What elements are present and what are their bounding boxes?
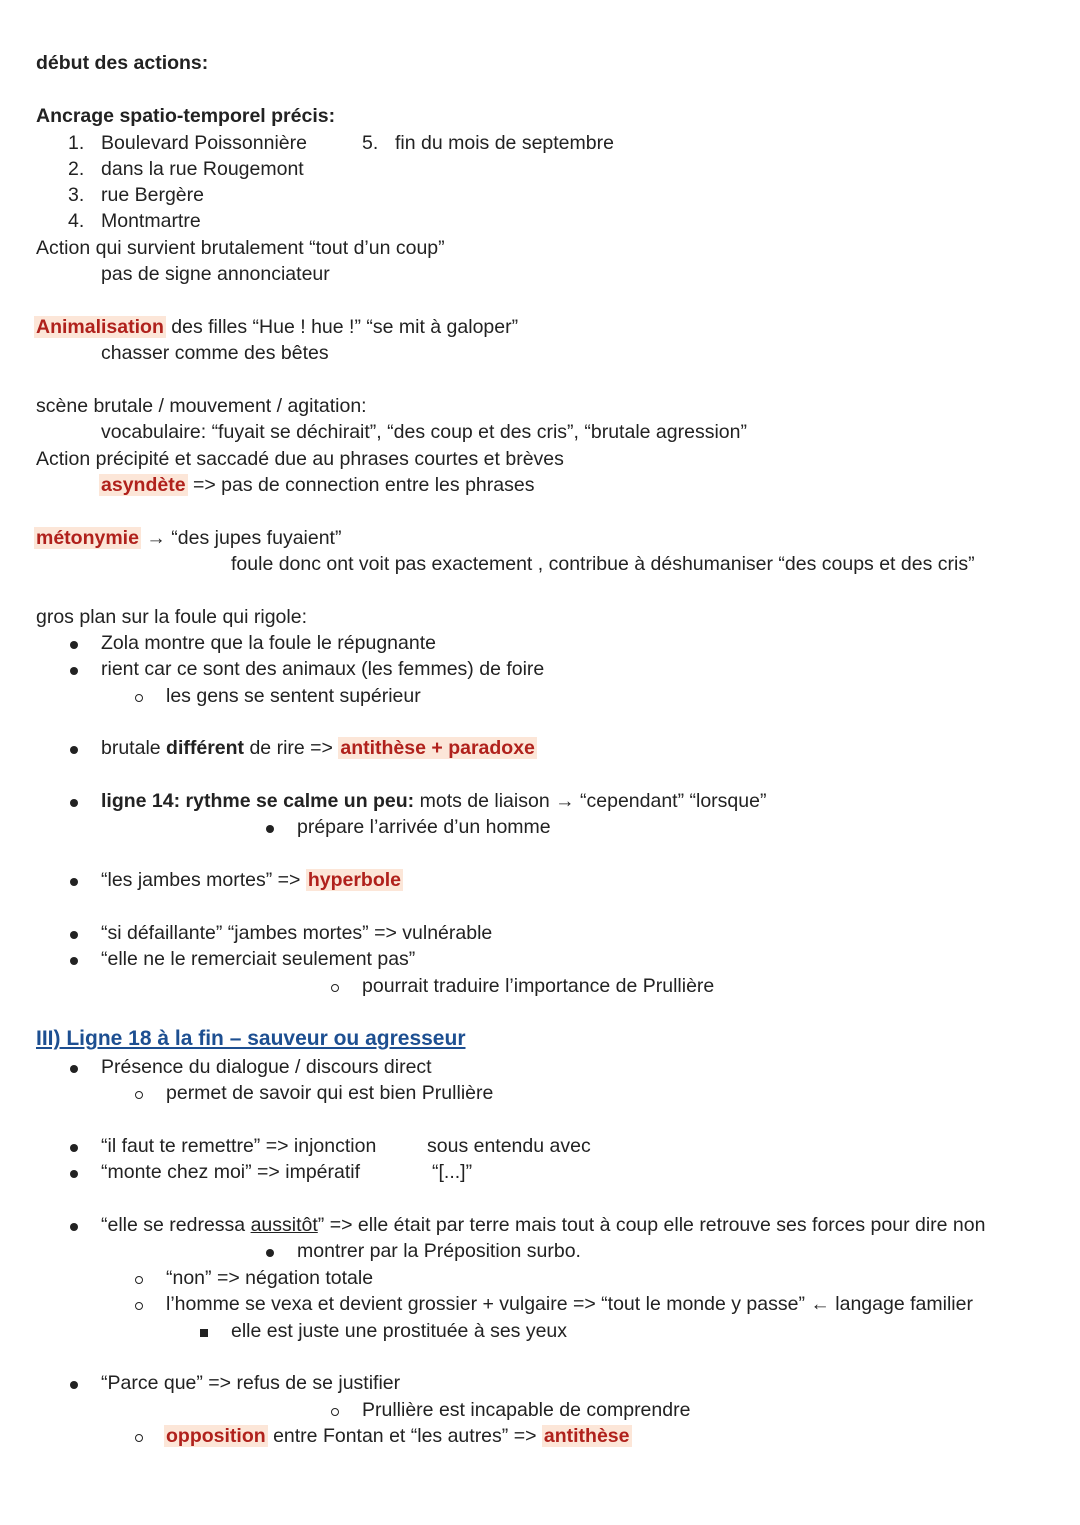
bullet bbox=[266, 814, 274, 840]
bullet bbox=[70, 1212, 78, 1238]
gros-plan-title: gros plan sur la foule qui rigole: bbox=[36, 606, 307, 628]
bullet-text: Présence du dialogue / discours direct bbox=[101, 1056, 432, 1078]
bullet bbox=[70, 920, 78, 946]
sub-bullet-text: pourrait traduire l’importance de Prullière bbox=[362, 975, 715, 997]
sub-bullet-text: Prullière est incapable de comprendre bbox=[362, 1399, 691, 1421]
sub-bullet bbox=[135, 683, 143, 709]
sub-bullet bbox=[135, 1265, 143, 1291]
bullet bbox=[70, 735, 78, 761]
side-note: sous entendu avec bbox=[427, 1135, 591, 1157]
bullet bbox=[70, 1133, 78, 1159]
bullet bbox=[70, 788, 78, 814]
highlight-term: asyndète bbox=[101, 474, 186, 496]
side-note: “[...]” bbox=[432, 1161, 473, 1183]
section-heading-3: III) Ligne 18 à la fin – sauveur ou agresseur bbox=[36, 1027, 466, 1050]
list-item: 2. bbox=[68, 158, 85, 180]
list-item-text: Montmartre bbox=[101, 210, 201, 232]
bullet-text: brutale différent de rire => antithèse + paradoxe bbox=[101, 737, 535, 759]
sub-bullet bbox=[135, 1080, 143, 1106]
square-bullet bbox=[200, 1318, 208, 1344]
sub-bullet bbox=[135, 1291, 143, 1317]
metonymie-line: métonymie → “des jupes fuyaient” bbox=[36, 527, 342, 549]
bullet-text: montrer par la Préposition surbo. bbox=[297, 1240, 581, 1262]
scene-vocab: vocabulaire: “fuyait se déchirait”, “des coup et des cris”, “brutale agression” bbox=[101, 421, 747, 443]
metonymie-sub: foule donc ont voit pas exactement , contribue à déshumaniser “des coups et des cris” bbox=[231, 553, 975, 575]
bullet-text: “elle ne le remerciait seulement pas” bbox=[101, 948, 416, 970]
bullet bbox=[70, 867, 78, 893]
sub-bullet-text: “non” => négation totale bbox=[166, 1267, 374, 1289]
list-item-text: fin du mois de septembre bbox=[395, 132, 614, 154]
list-item-text: dans la rue Rougemont bbox=[101, 158, 304, 180]
bullet bbox=[70, 656, 78, 682]
bullet bbox=[70, 1370, 78, 1396]
bullet-text: “si défaillante” “jambes mortes” => vulnérable bbox=[101, 922, 493, 944]
highlight-term: opposition bbox=[166, 1425, 266, 1447]
bullet bbox=[70, 1054, 78, 1080]
sub-bullet bbox=[331, 973, 339, 999]
highlight-term: Animalisation bbox=[36, 316, 164, 338]
bullet-text: prépare l’arrivée d’un homme bbox=[297, 816, 551, 838]
sub-bullet bbox=[331, 1397, 339, 1423]
ancrage-action: Action qui survient brutalement “tout d’un coup” bbox=[36, 237, 445, 259]
highlight-term: hyperbole bbox=[307, 869, 402, 891]
list-item: 3. bbox=[68, 184, 85, 206]
bullet-text: rient car ce sont des animaux (les femmes) de foire bbox=[101, 658, 545, 680]
section-heading-debut: début des actions: bbox=[36, 52, 209, 74]
bullet-text: “elle se redressa aussitôt” => elle était par terre mais tout à coup elle retrouve ses forces pour dire non bbox=[101, 1214, 986, 1236]
animalisation-line: Animalisation des filles “Hue ! hue !” “se mit à galoper” bbox=[36, 316, 519, 338]
highlight-term: métonymie bbox=[36, 527, 139, 549]
list-item: 5. bbox=[362, 132, 379, 154]
ancrage-title: Ancrage spatio-temporel précis: bbox=[36, 105, 336, 127]
scene-title: scène brutale / mouvement / agitation: bbox=[36, 395, 367, 417]
list-item: 1. bbox=[68, 132, 85, 154]
bullet-text: ligne 14: rythme se calme un peu: mots de liaison → “cependant” “lorsque” bbox=[101, 790, 767, 812]
sub-bullet-text: permet de savoir qui est bien Prullière bbox=[166, 1082, 494, 1104]
sub-bullet bbox=[135, 1423, 143, 1449]
bullet-text: “les jambes mortes” => hyperbole bbox=[101, 869, 402, 891]
sub-bullet-text: les gens se sentent supérieur bbox=[166, 685, 421, 707]
sub-bullet-text: l’homme se vexa et devient grossier + vulgaire => “tout le monde y passe” ← langage familier bbox=[166, 1293, 973, 1315]
square-bullet-text: elle est juste une prostituée à ses yeux bbox=[231, 1320, 568, 1342]
asyndete-line: asyndète => pas de connection entre les phrases bbox=[101, 474, 535, 496]
scene-action: Action précipité et saccadé due au phrases courtes et brèves bbox=[36, 448, 564, 470]
list-item: 4. bbox=[68, 210, 85, 232]
bullet bbox=[70, 630, 78, 656]
sub-bullet-text: opposition entre Fontan et “les autres” => antithèse bbox=[166, 1425, 630, 1447]
ancrage-action-sub: pas de signe annonciateur bbox=[101, 263, 330, 285]
list-item-text: rue Bergère bbox=[101, 184, 204, 206]
bullet-text: “il faut te remettre” => injonction bbox=[101, 1135, 377, 1157]
highlight-term: antithèse bbox=[543, 1425, 630, 1447]
bullet-text: Zola montre que la foule le répugnante bbox=[101, 632, 436, 654]
bullet-text: “Parce que” => refus de se justifier bbox=[101, 1372, 401, 1394]
list-item-text: Boulevard Poissonnière bbox=[101, 132, 307, 154]
highlight-term: antithèse + paradoxe bbox=[340, 737, 535, 759]
bullet bbox=[70, 946, 78, 972]
animalisation-sub: chasser comme des bêtes bbox=[101, 342, 329, 364]
bullet-text: “monte chez moi” => impératif bbox=[101, 1161, 361, 1183]
bullet bbox=[266, 1238, 274, 1264]
bullet bbox=[70, 1159, 78, 1185]
